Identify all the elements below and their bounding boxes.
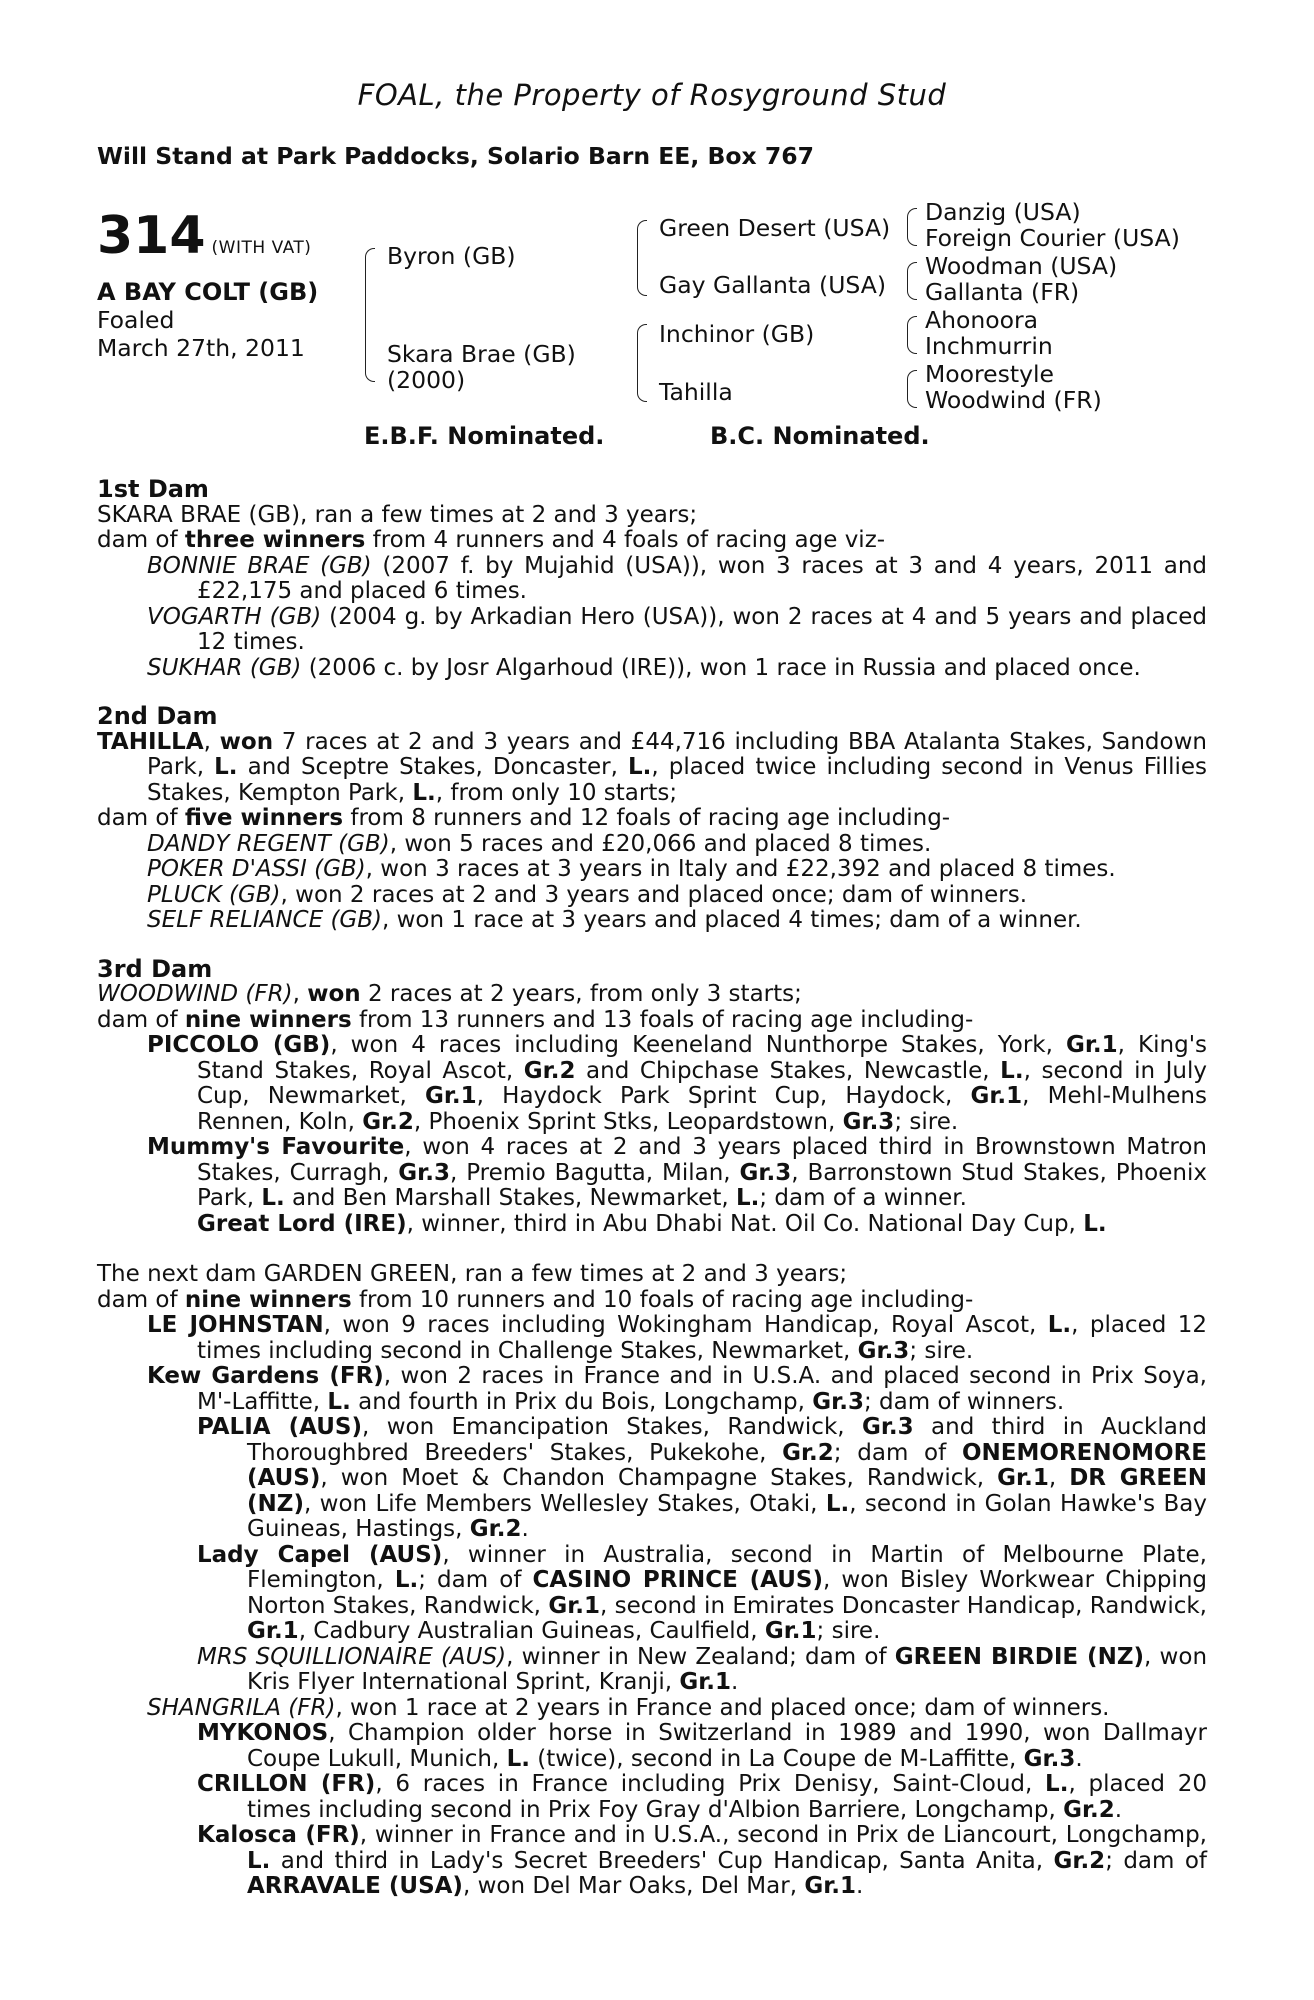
- third-dam-heading: 3rd Dam: [97, 954, 213, 983]
- produce-entry: SHANGRILA (FR), won 1 race at 2 years in France and placed once; dam of winners.: [147, 1694, 1110, 1721]
- third-dam-section: [97, 954, 1208, 1238]
- next-dam-produce: dam of nine winners from 10 runners and 10 foals of racing age including-: [97, 1286, 974, 1313]
- produce-entry: SELF RELIANCE (GB), won 1 race at 3 years and placed 4 times; dam of a winner.: [147, 907, 1082, 933]
- produce-entry: LE JOHNSTAN, won 9 races including Wokingham Handicap, Royal Ascot, L., placed 12 times including second in Challenge Stakes, Newmarket, Gr.3; sire.: [147, 1312, 1208, 1364]
- gg-6: Inchmurrin: [925, 332, 1053, 360]
- sire: Byron (GB): [387, 242, 516, 270]
- ebf-nominated: E.B.F. Nominated.: [364, 422, 605, 450]
- produce-entry: Kalosca (FR), winner in France and in U.S.A., second in Prix de Liancourt, Longchamp, L. and third in Lady's Secret Breeders' Cup Handicap, Santa Anita, Gr.2; dam of ARRAVALE (USA), won Del Mar Oaks, Del Mar, Gr.1.: [197, 1822, 1207, 1899]
- brace-4: [907, 208, 917, 246]
- produce-entry: VOGARTH (GB) (2004 g. by Arkadian Hero (USA)), won 2 races at 4 and 5 years and placed 12 times.: [147, 603, 1207, 655]
- first-dam-line: SKARA BRAE (GB), ran a few times at 2 and 3 years;: [97, 501, 698, 528]
- brace-1: [365, 248, 375, 382]
- stand-location: Will Stand at Park Paddocks, Solario Barn EE, Box 767: [97, 142, 814, 170]
- dam-dam: Tahilla: [659, 378, 733, 406]
- produce-entry: Mummy's Favourite, won 4 races at 2 and 3 years placed third in Brownstown Matron Stakes, Curragh, Gr.3, Premio Bagutta, Milan, Gr.3, Barronstown Stud Stakes, Phoenix Park, L. and Ben Marshall Stakes, Newmarket, L.; dam of a winner.: [147, 1134, 1207, 1211]
- dam-year: (2000): [387, 366, 466, 394]
- gg-5: Ahonoora: [925, 306, 1039, 334]
- dam-sire: Inchinor (GB): [659, 320, 815, 348]
- brace-2: [637, 220, 647, 296]
- produce-entry: DANDY REGENT (GB), won 5 races and £20,066 and placed 8 times.: [147, 830, 932, 857]
- produce-entry: PLUCK (GB), won 2 races at 2 and 3 years and placed once; dam of winners.: [147, 881, 1028, 908]
- next-dam-section: [97, 1262, 1207, 1900]
- gg-1: Danzig (USA): [925, 198, 1081, 226]
- brace-3: [637, 324, 647, 402]
- sire-sire: Green Desert (USA): [659, 214, 891, 242]
- gg-7: Moorestyle: [925, 360, 1054, 388]
- brace-7: [907, 370, 917, 408]
- produce-entry: POKER D'ASSI (GB), won 3 races at 3 years in Italy and £22,392 and placed 8 times.: [147, 856, 1116, 882]
- bc-nominated: B.C. Nominated.: [710, 422, 930, 450]
- first-dam-section: [97, 477, 1207, 681]
- produce-entry: Lady Capel (AUS), winner in Australia, second in Martin of Melbourne Plate, Flemington, L.; dam of CASINO PRINCE (AUS), won Bisley Workwear Chipping Norton Stakes, Randwick, Gr.1, second in Emirates Doncaster Handicap, Randwick, Gr.1, Cadbury Australian Guineas, Caulfield, Gr.1; sire.: [197, 1541, 1207, 1644]
- brace-5: [907, 262, 917, 300]
- vat-note: (WITH VAT): [211, 238, 312, 258]
- dam: Skara Brae (GB): [387, 340, 576, 368]
- foaled-info: [97, 306, 305, 362]
- third-dam-produce: dam of nine winners from 13 runners and 13 foals of racing age including-: [97, 1006, 974, 1033]
- produce-entry: MYKONOS, Champion older horse in Switzerland in 1989 and 1990, won Dallmayr Coupe Lukull, Munich, L. (twice), second in La Coupe de M-Laffitte, Gr.3.: [197, 1720, 1207, 1772]
- produce-entry: PALIA (AUS), won Emancipation Stakes, Randwick, Gr.3 and third in Auckland Thoroughbred Breeders' Stakes, Pukekohe, Gr.2; dam of ONEMORENOMORE (AUS), won Moet & Chandon Champagne Stakes, Randwick, Gr.1, DR GREEN (NZ), won Life Members Wellesley Stakes, Otaki, L., second in Golan Hawke's Bay Guineas, Hastings, Gr.2.: [197, 1414, 1208, 1542]
- sire-dam: Gay Gallanta (USA): [659, 271, 887, 299]
- foaled-label: Foaled: [97, 306, 175, 334]
- gg-8: Woodwind (FR): [925, 386, 1102, 414]
- brace-6: [907, 316, 917, 354]
- produce-entry: CRILLON (FR), 6 races in France including Prix Denisy, Saint-Cloud, L., placed 20 times including second in Prix Foy Gray d'Albion Barriere, Longchamp, Gr.2.: [197, 1771, 1207, 1823]
- gg-2: Foreign Courier (USA): [925, 224, 1180, 252]
- gg-3: Woodman (USA): [925, 252, 1118, 280]
- first-dam-produce: dam of three winners from 4 runners and 4 foals of racing age viz-: [97, 527, 886, 553]
- pedigree-header: [97, 200, 1207, 460]
- foaled-date: March 27th, 2011: [97, 334, 305, 362]
- first-dam-heading: 1st Dam: [97, 475, 209, 503]
- lot-number-block: [97, 206, 311, 266]
- dam-details: [97, 477, 1207, 1900]
- second-dam-section: [97, 704, 1207, 934]
- lot-description: A BAY COLT (GB): [97, 278, 319, 306]
- second-dam-produce: dam of five winners from 8 runners and 12 foals of racing age including-: [97, 805, 951, 831]
- produce-entry: BONNIE BRAE (GB) (2007 f. by Mujahid (USA)), won 3 races at 3 and 4 years, 2011 and £22,175 and placed 6 times.: [147, 552, 1207, 604]
- third-dam-record: WOODWIND (FR), won 2 races at 2 years, from only 3 starts;: [97, 981, 802, 1007]
- produce-entry: SUKHAR (GB) (2006 c. by Josr Algarhoud (IRE)), won 1 race in Russia and placed once.: [147, 654, 1141, 681]
- gg-4: Gallanta (FR): [925, 278, 1080, 306]
- produce-entry: PICCOLO (GB), won 4 races including Keeneland Nunthorpe Stakes, York, Gr.1, King's Stand Stakes, Royal Ascot, Gr.2 and Chipchase Stakes, Newcastle, L., second in July Cup, Newmarket, Gr.1, Haydock Park Sprint Cup, Haydock, Gr.1, Mehl-Mulhens Rennen, Koln, Gr.2, Phoenix Sprint Stks, Leopardstown, Gr.3; sire.: [147, 1032, 1208, 1135]
- lot-number: 314: [97, 206, 206, 266]
- page-title: FOAL, the Property of Rosyground Stud: [357, 78, 947, 112]
- second-dam-heading: 2nd Dam: [97, 702, 218, 730]
- produce-entry: Kew Gardens (FR), won 2 races in France and in U.S.A. and placed second in Prix Soya, M'-Laffitte, L. and fourth in Prix du Bois, Longchamp, Gr.3; dam of winners.: [147, 1363, 1207, 1415]
- produce-entry: MRS SQUILLIONAIRE (AUS), winner in New Zealand; dam of GREEN BIRDIE (NZ), won Kris Flyer International Sprint, Kranji, Gr.1.: [197, 1643, 1208, 1695]
- produce-entry: Great Lord (IRE), winner, third in Abu Dhabi Nat. Oil Co. National Day Cup, L.: [197, 1210, 1107, 1237]
- next-dam-line: The next dam GARDEN GREEN, ran a few times at 2 and 3 years;: [97, 1261, 848, 1287]
- second-dam-record: TAHILLA, won 7 races at 2 and 3 years and £44,716 including BBA Atalanta Stakes, Sandown Park, L. and Sceptre Stakes, Doncaster, L., placed twice including second in Venus Fillies Stakes, Kempton Park, L., from only 10 starts;: [97, 728, 1207, 806]
